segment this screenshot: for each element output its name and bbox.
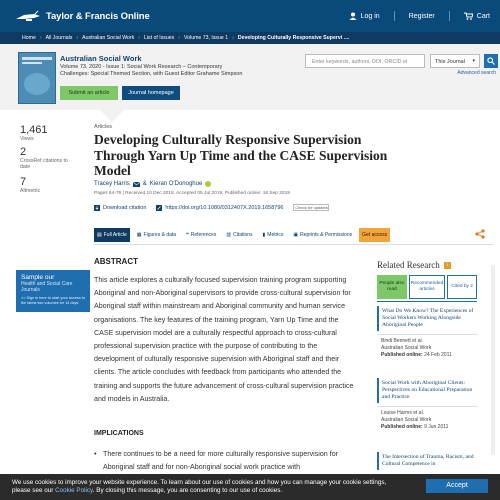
chevron-right-icon: › — [232, 35, 234, 41]
cookie-policy-link[interactable]: Cookie Policy — [55, 486, 93, 494]
orcid-icon[interactable] — [205, 181, 211, 187]
citations-icon: ▥ — [226, 232, 232, 238]
tab-label: Citations — [233, 232, 253, 238]
cookie-banner — [0, 474, 500, 500]
chevron-right-icon: › — [178, 35, 180, 41]
author-list — [94, 181, 211, 187]
tab-label: Reprints & Permissions — [300, 232, 353, 238]
author-link[interactable]: Kieran O'Donoghue — [149, 181, 203, 187]
site-name: Taylor & Francis Online — [46, 10, 150, 22]
login-link[interactable] — [349, 12, 380, 20]
crossref-metric[interactable] — [20, 146, 70, 170]
related-article-card — [377, 378, 477, 431]
crossref-count: 2 — [20, 146, 27, 158]
search-scope-select[interactable] — [430, 54, 480, 68]
envelope-icon[interactable] — [133, 182, 140, 187]
related-article-author: Bindi Bennett et al. — [381, 338, 423, 344]
article-title: Developing Culturally Responsive Supervision Through Yarn Up Time and the CASE Supervision Model — [94, 132, 388, 178]
breadcrumb-journal[interactable]: Australian Social Work — [82, 35, 135, 41]
register-label: Register — [408, 12, 435, 20]
views-metric — [20, 124, 48, 142]
accept-cookies-button[interactable]: Accept — [426, 479, 488, 493]
breadcrumb — [0, 32, 500, 44]
tab-label: References — [190, 232, 217, 238]
author-separator: & — [142, 181, 147, 187]
promo-cta: >> Sign in here to start your access to the latest two volumes for 14 days — [21, 296, 85, 305]
breadcrumb-issues[interactable]: List of Issues — [143, 35, 175, 41]
journal-title[interactable]: Australian Social Work — [60, 54, 142, 63]
altmetric-count: 7 — [20, 176, 27, 188]
breadcrumb-current: Developing Culturally Responsive Supervi .... — [237, 35, 350, 41]
get-access-button[interactable]: Get access — [359, 228, 390, 242]
issue-line: Volume 73, 2020 - Issue 1: Social Work Research – Contemporary — [60, 64, 223, 70]
tab-recommended-articles[interactable]: Recommended articles — [409, 275, 446, 299]
publication-dates: Pages 64-76 | Received 10 Dec 2018, Accepted 05 Jul 2019, Published online: 18 Sep 2019 — [94, 191, 290, 196]
header-divider — [394, 11, 395, 21]
doi-text: https://doi.org/10.1080/0312407X.2019.1658796 — [165, 204, 284, 211]
user-icon — [349, 12, 357, 20]
search-icon — [487, 57, 495, 65]
tab-metrics[interactable] — [260, 228, 287, 242]
breadcrumb-home[interactable]: Home — [22, 35, 36, 41]
advanced-search-link[interactable]: Advanced search — [457, 70, 496, 76]
article-tabs — [94, 228, 390, 242]
related-article-journal: Australian Social Work — [381, 345, 432, 351]
lamp-logo-icon — [14, 10, 42, 22]
search-button[interactable] — [484, 54, 498, 68]
related-article-card — [377, 306, 477, 359]
chevron-down-icon: ▾ — [472, 58, 475, 64]
download-icon — [94, 205, 100, 211]
document-icon: ▤ — [97, 232, 102, 238]
cart-icon — [464, 12, 473, 20]
figures-icon: ▦ — [136, 232, 142, 238]
header-divider — [449, 11, 450, 21]
journal-header — [0, 44, 500, 110]
related-tabs — [377, 275, 477, 299]
tab-cited-by[interactable]: Cited by 2 — [447, 275, 477, 299]
list-item: • There continues to be a need for more culturally responsive supervision for Aboriginal staff and for non-Aboriginal social work practice with — [94, 448, 356, 474]
header-actions — [349, 11, 490, 21]
sample-journals-promo[interactable] — [16, 270, 90, 312]
related-article-title[interactable]: The Intersection of Trauma, Racism, and Cultural Competence in — [382, 454, 474, 467]
implications-list — [94, 448, 356, 474]
altmetric-metric[interactable] — [20, 176, 40, 194]
share-icon[interactable] — [475, 229, 485, 239]
tab-people-also-read[interactable]: People also read — [377, 275, 407, 299]
quote-icon: ❝ — [186, 232, 189, 238]
journal-cover-image[interactable] — [18, 52, 56, 104]
doi-link[interactable] — [156, 205, 283, 211]
check-for-updates-badge[interactable]: Check for updates — [295, 205, 328, 210]
tab-citations[interactable] — [223, 228, 255, 242]
link-icon — [156, 205, 162, 211]
cookie-text-line1: We use cookies to improve your website experience. To learn about our use of cookies and how you can manage your cookie settings, — [12, 479, 387, 486]
promo-title: Sample our — [21, 274, 55, 281]
related-research-heading — [377, 260, 451, 270]
views-count: 1,461 — [20, 124, 48, 136]
tabs-divider — [94, 244, 494, 245]
chevron-right-icon: › — [76, 35, 79, 41]
info-icon[interactable]: i — [444, 262, 451, 269]
related-tabs-divider — [377, 301, 477, 302]
site-header — [0, 0, 500, 32]
submit-article-button[interactable]: Submit an article — [60, 86, 118, 100]
related-article-date: Published online: 24 Feb 2011 — [381, 352, 452, 358]
journal-homepage-button[interactable]: Journal homepage — [122, 86, 180, 100]
issue-info — [60, 64, 242, 77]
challenges-line: Challenges: Special Themed Section, with Guest Editor Grahame Simpson — [60, 70, 243, 77]
article-type: Articles — [94, 124, 113, 130]
related-article-journal: Australian Social Work — [381, 417, 432, 423]
cart-label: Cart — [476, 12, 490, 20]
header-pointer — [100, 110, 124, 122]
tab-label: Full Article — [103, 232, 127, 238]
tab-full-article[interactable] — [94, 228, 130, 242]
cookie-text-line2: please see our Cookie Policy. By closing this message, you are consenting to our use of cookies. — [12, 486, 283, 494]
crossref-label: CrossRef citations to date — [20, 158, 68, 170]
printer-icon: ▣ — [293, 232, 299, 238]
chevron-right-icon: › — [138, 35, 140, 41]
login-label: Log in — [360, 12, 380, 20]
tab-reprints-permissions[interactable] — [290, 228, 355, 242]
cart-link[interactable] — [464, 12, 490, 20]
search-scope-value: This Journal — [435, 59, 465, 65]
related-article-card — [377, 452, 477, 470]
related-article-title[interactable]: What Do We Know? The Experiences of Social Workers Working Alongside Aboriginal People — [382, 308, 474, 328]
implications-heading: IMPLICATIONS — [94, 430, 144, 437]
register-link[interactable] — [409, 13, 435, 20]
author-link[interactable]: Tracey Harris — [94, 181, 130, 187]
tab-label: Figures & data — [143, 232, 177, 238]
breadcrumb-all-journals[interactable]: All Journals — [45, 35, 73, 41]
chevron-right-icon: › — [39, 35, 42, 41]
views-label: Views — [20, 136, 34, 142]
download-citation-link[interactable] — [94, 205, 146, 211]
altmetric-label: Altmetric — [20, 188, 41, 194]
search-input[interactable]: Enter keywords, authors, DOI, ORCID et — [305, 54, 425, 68]
tab-references[interactable] — [183, 228, 219, 242]
related-article-author: Louise Harms et al. — [381, 410, 425, 416]
tab-figures-data[interactable] — [134, 228, 179, 242]
promo-subtitle: Health and Social Care Journals — [21, 281, 73, 293]
related-scrollbar[interactable] — [491, 265, 495, 455]
related-research-title: Related Research — [377, 260, 440, 270]
related-article-date: Published online: 9 Jun 2011 — [381, 424, 449, 430]
abstract-heading: ABSTRACT — [94, 257, 138, 266]
site-logo[interactable] — [14, 10, 150, 22]
related-article-title[interactable]: Social Work with Aboriginal Clients: Perspectives on Educational Preparation and Practice — [382, 380, 473, 400]
bar-chart-icon: ▮ — [262, 232, 266, 238]
citation-row — [94, 204, 329, 211]
abstract-text: This article explores a culturally focused supervision training program supporting Aboriginal and non-Aboriginal supervisors to provide cross-cultural supervision for Aboriginal staff within mainstream and Aboriginal community and human service organisations. The key features of the training program, Yarn Up Time and the CASE supervision model are a culturally respectful approach to cross-cultural professional supervision practice with the purpose of contributing to the development of culturally responsive supervision with Aboriginal staff and their clients. The article concludes with feedback from participants who attended the training and supports the future advancement of cross-cultural supervision practice and models in Australia. — [94, 276, 354, 403]
breadcrumb-volume[interactable]: Volume 73, Issue 1 — [183, 35, 229, 41]
download-citation-label: Download citation — [103, 204, 147, 211]
tab-label: Metrics — [267, 232, 284, 238]
